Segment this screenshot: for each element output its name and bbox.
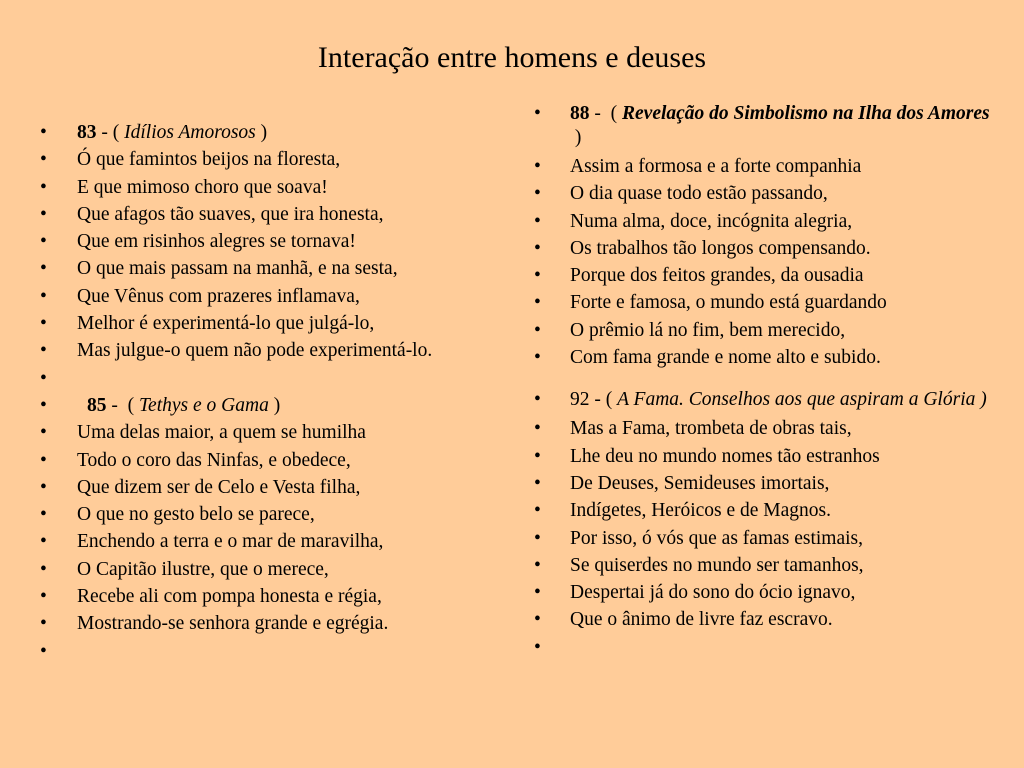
verse-line: • O Capitão ilustre, que o merece,	[77, 556, 507, 583]
verse-line: • Mas julgue-o quem não pode experimentá-lo.	[77, 337, 507, 364]
stanza-title: A Fama. Conselhos aos que aspiram a Glória )	[617, 389, 987, 411]
verse-line: • Que dizem ser de Celo e Vesta filha,	[77, 474, 507, 501]
stanza-heading-92: • 92 - ( A Fama. Conselhos aos que aspiram a Glória )	[570, 388, 995, 412]
verse-line: • Com fama grande e nome alto e subido.	[570, 344, 1000, 371]
stanza-number: 92	[570, 389, 590, 411]
stanza-heading-83: • 83 - ( Idílios Amorosos )	[77, 119, 507, 146]
verse-line: • O que no gesto belo se parece,	[77, 501, 507, 528]
verse-line: • Que Vênus com prazeres inflamava,	[77, 283, 507, 310]
verse-line: • Que o ânimo de livre faz escravo.	[570, 606, 1000, 633]
verse-line: • Todo o coro das Ninfas, e obedece,	[77, 447, 507, 474]
verse-line: • Porque dos feitos grandes, da ousadia	[570, 262, 1000, 289]
verse-line: • Mas a Fama, trombeta de obras tais,	[570, 415, 1000, 442]
verse-line: • Melhor é experimentá-lo que julgá-lo,	[77, 310, 507, 337]
empty-bullet	[570, 634, 1000, 661]
verse-line: • De Deuses, Semideuses imortais,	[570, 470, 1000, 497]
stanza-title: Tethys e o Gama	[139, 394, 269, 416]
verse-line: • Por isso, ó vós que as famas estimais,	[570, 525, 1000, 552]
stanza-title: Revelação do Simbolismo na Ilha dos Amores	[622, 103, 990, 124]
verse-line: • Forte e famosa, o mundo está guardando	[570, 289, 1000, 316]
verse-line: • Mostrando-se senhora grande e egrégia.	[77, 610, 507, 637]
verse-line: • E que mimoso choro que soava!	[77, 174, 507, 201]
verse-line: • O dia quase todo estão passando,	[570, 180, 1000, 207]
slide-title: Interação entre homens e deuses	[317, 41, 707, 74]
verse-line: • Se quiserdes no mundo ser tamanhos,	[570, 552, 1000, 579]
empty-bullet	[77, 365, 507, 392]
stanza-title: Idílios Amorosos	[124, 122, 256, 143]
verse-line: • Que afagos tão suaves, que ira honesta,	[77, 201, 507, 228]
verse-line: • Enchendo a terra e o mar de maravilha,	[77, 528, 507, 555]
verse-line: • Recebe ali com pompa honesta e régia,	[77, 583, 507, 610]
empty-bullet	[77, 638, 507, 665]
verse-line: • Assim a formosa e a forte companhia	[570, 153, 1000, 180]
verse-line: • Uma delas maior, a quem se humilha	[77, 419, 507, 446]
stanza-number: 85	[87, 394, 107, 416]
verse-line: • Indígetes, Heróicos e de Magnos.	[570, 497, 1000, 524]
stanza-heading-88: • 88 - ( Revelação do Simbolismo na Ilha dos Amores )	[570, 102, 995, 150]
stanza-number: 83	[77, 122, 97, 143]
left-column	[77, 119, 507, 665]
stanza-number: 88	[570, 103, 590, 124]
verse-line: • Ó que famintos beijos na floresta,	[77, 146, 507, 173]
verse-line: • O prêmio lá no fim, bem merecido,	[570, 317, 1000, 344]
verse-line: • Lhe deu no mundo nomes tão estranhos	[570, 443, 1000, 470]
verse-line: • Que em risinhos alegres se tornava!	[77, 228, 507, 255]
right-column	[570, 102, 1000, 661]
verse-line: • Despertai já do sono do ócio ignavo,	[570, 579, 1000, 606]
verse-line: • Os trabalhos tão longos compensando.	[570, 235, 1000, 262]
verse-line: • Numa alma, doce, incógnita alegria,	[570, 208, 1000, 235]
stanza-heading-85: • 85 - ( Tethys e o Gama )	[77, 392, 507, 419]
verse-line: • O que mais passam na manhã, e na sesta,	[77, 255, 507, 282]
